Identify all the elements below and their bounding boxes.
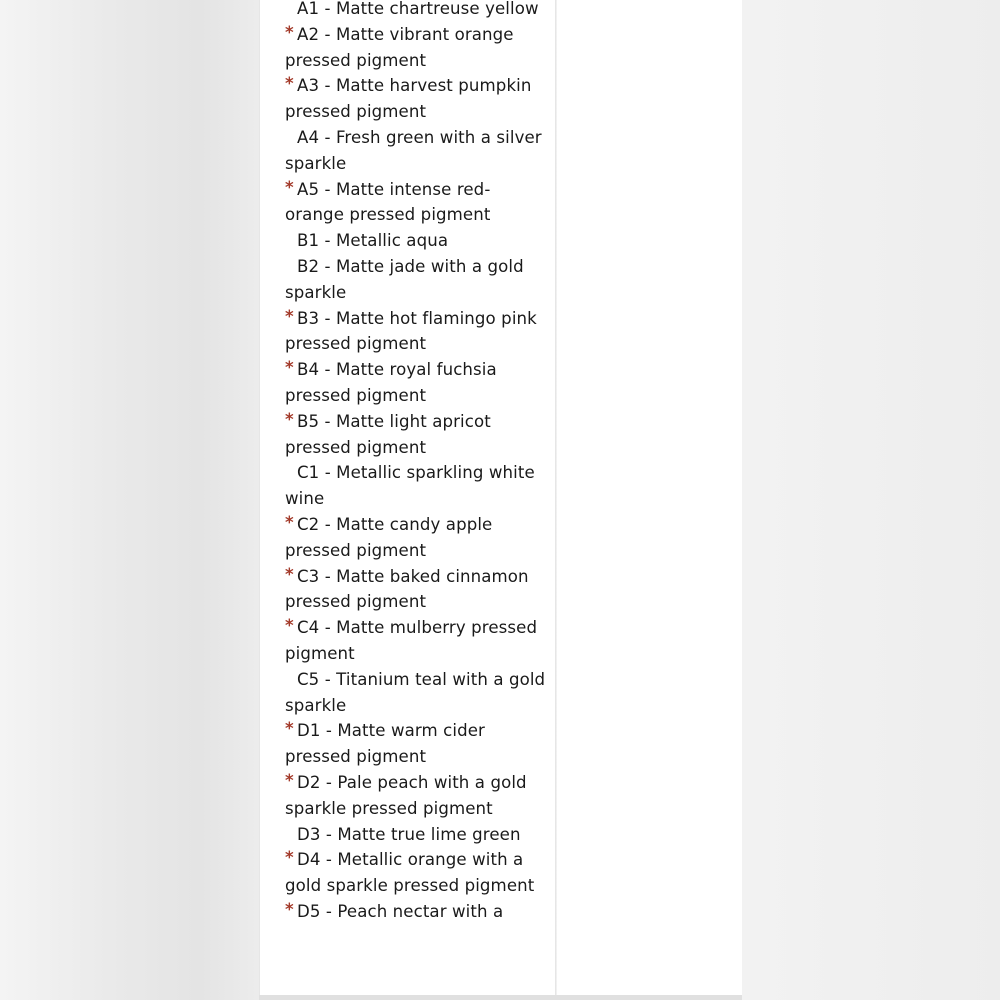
- asterisk-marker: *: [285, 719, 294, 739]
- list-item: [285, 357, 547, 409]
- asterisk-marker: *: [285, 899, 294, 919]
- list-item: [285, 22, 547, 74]
- list-item: [285, 228, 547, 254]
- list-item: [285, 718, 547, 770]
- item-text: C3 - Matte baked cinnamon pressed pigment: [285, 566, 529, 612]
- item-text: A2 - Matte vibrant orange pressed pigment: [285, 24, 514, 70]
- item-text: B5 - Matte light apricot pressed pigment: [285, 411, 491, 457]
- asterisk-marker: *: [285, 177, 294, 197]
- asterisk-marker: *: [285, 770, 294, 790]
- blank-pane: [557, 0, 742, 1000]
- list-item: [285, 615, 547, 667]
- item-text: C1 - Metallic sparkling white wine: [285, 463, 535, 509]
- asterisk-marker: *: [285, 74, 294, 94]
- item-text: D3 - Matte true lime green: [297, 824, 521, 844]
- item-text: B1 - Metallic aqua: [297, 231, 449, 251]
- list-item: [285, 512, 547, 564]
- item-text: D5 - Peach nectar with a: [297, 901, 504, 921]
- asterisk-marker: *: [285, 564, 294, 584]
- asterisk-marker: *: [285, 409, 294, 429]
- item-text: A5 - Matte intense red-orange pressed pigment: [285, 179, 491, 225]
- item-text: A1 - Matte chartreuse yellow: [297, 0, 539, 18]
- item-text: D4 - Metallic orange with a gold sparkle pressed pigment: [285, 850, 535, 896]
- item-text: A3 - Matte harvest pumpkin pressed pigment: [285, 76, 532, 122]
- list-item: [285, 409, 547, 461]
- bottom-edge: [259, 995, 742, 1000]
- list-item: [285, 306, 547, 358]
- list-item: [285, 564, 547, 616]
- item-text: A4 - Fresh green with a silver sparkle: [285, 127, 542, 173]
- list-item: [285, 899, 547, 925]
- asterisk-marker: *: [285, 358, 294, 378]
- item-text: B3 - Matte hot flamingo pink pressed pigment: [285, 308, 537, 354]
- list-item: [285, 177, 547, 229]
- item-text: D1 - Matte warm cider pressed pigment: [285, 721, 485, 767]
- list-item: [285, 847, 547, 899]
- asterisk-marker: *: [285, 848, 294, 868]
- list-item: [285, 667, 547, 719]
- item-text: B4 - Matte royal fuchsia pressed pigment: [285, 360, 497, 405]
- list-item: [285, 770, 547, 822]
- item-text: B2 - Matte jade with a gold sparkle: [285, 256, 524, 302]
- item-text: C2 - Matte candy apple pressed pigment: [285, 514, 493, 560]
- document-column: [259, 0, 556, 1000]
- item-text: D2 - Pale peach with a gold sparkle pressed pigment: [285, 772, 527, 818]
- list-item: [285, 254, 547, 306]
- item-text: C4 - Matte mulberry pressed pigment: [285, 618, 538, 663]
- list-item: [285, 73, 547, 125]
- list-item: [285, 125, 547, 177]
- asterisk-marker: *: [285, 512, 294, 532]
- list-item: [285, 0, 547, 22]
- list-item: [285, 822, 547, 848]
- asterisk-marker: *: [285, 306, 294, 326]
- shade-list: [285, 0, 547, 925]
- list-item: [285, 460, 547, 512]
- item-text: C5 - Titanium teal with a gold sparkle: [285, 669, 546, 715]
- asterisk-marker: *: [285, 616, 294, 636]
- asterisk-marker: *: [285, 22, 294, 42]
